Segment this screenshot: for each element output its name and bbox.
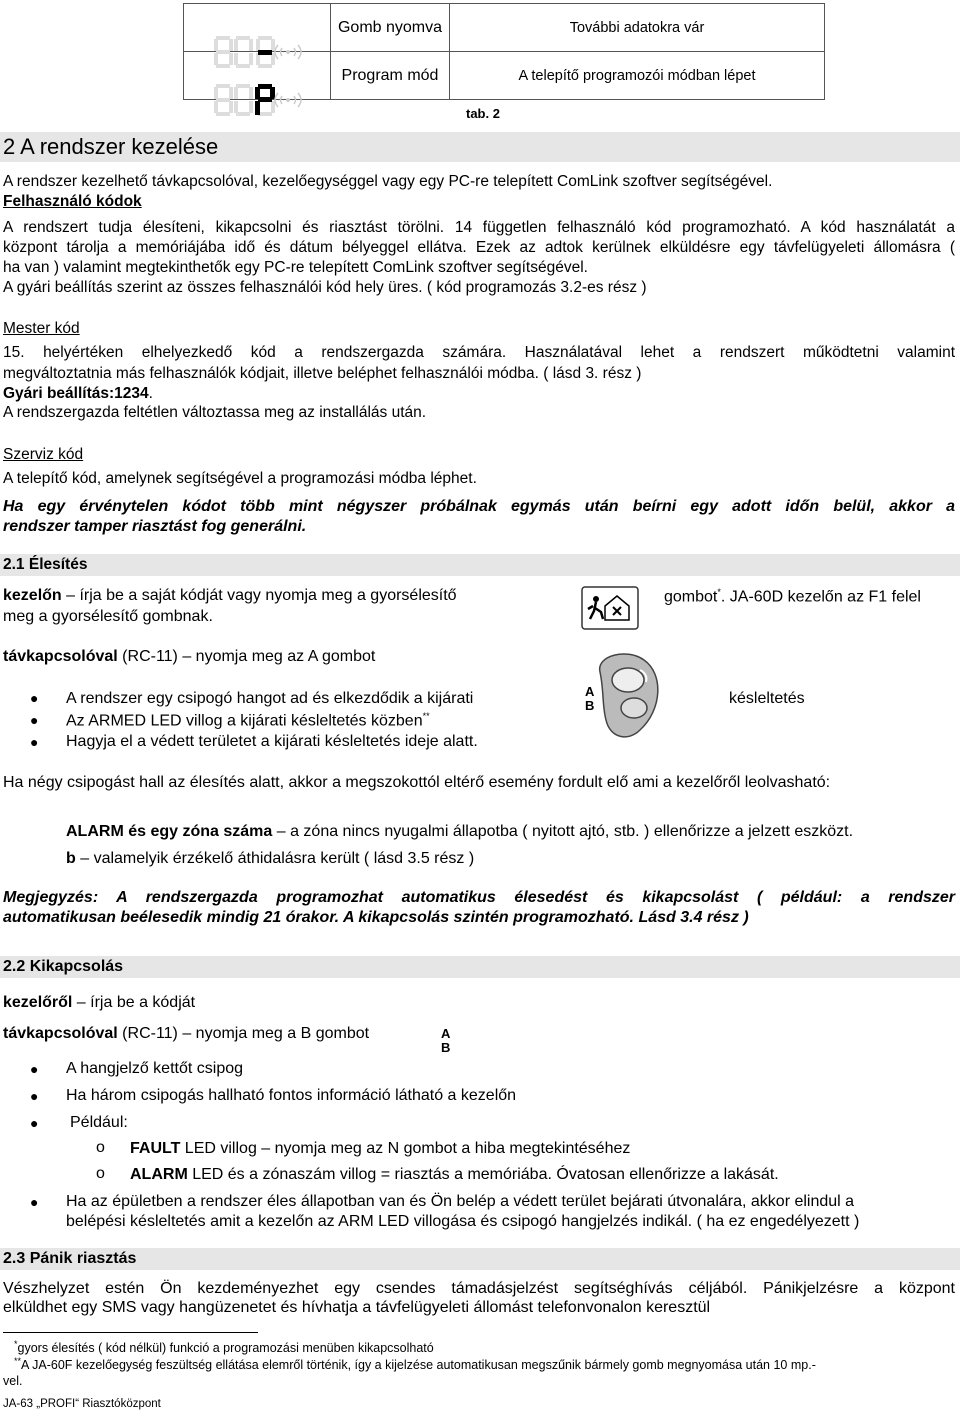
user-codes-p3: ha van ) valamint megtekinthetők egy PC-re telepített ComLink szoftver segítségével. xyxy=(3,259,588,276)
bypass-label: b xyxy=(66,850,76,867)
footnote-text: gyors élesítés ( kód nélkül) funkció a programozási menüben kikapcsolható xyxy=(17,1341,434,1356)
quick-arm-button-icon xyxy=(581,586,639,630)
remote-control-icon xyxy=(588,650,668,750)
panic-title: 2.3 Pánik riasztás xyxy=(3,1250,137,1267)
keypad-text: – írja be a saját kódját vagy nyomja meg a gyorsélesítő xyxy=(61,587,457,604)
fault-line xyxy=(130,1140,630,1158)
page-footer: JA-63 „PROFI“ Riasztóközpont xyxy=(3,1398,161,1410)
bypass-line xyxy=(66,850,474,868)
bullet-icon: ● xyxy=(30,690,39,706)
footnote-mark: ** xyxy=(422,711,430,721)
disarm-keypad-line xyxy=(3,994,195,1012)
footnote-text: A JA-60F kezelőegység feszültség ellátása elemről történik, így a kijelzése automatikusan megszűnik bármely gomb megnyomása után 10 mp.- xyxy=(21,1358,816,1373)
bullet-text: Az ARMED LED villog a kijárati késleltetés közben xyxy=(66,712,423,730)
footnote-mark: * xyxy=(14,1339,18,1349)
master-l1: 15. helyértéken elhelyezkedő kód a rendszergazda számára. Használatával lehet a rendszert működtetni valamint xyxy=(3,344,955,361)
table-label: Gomb nyomva xyxy=(331,4,450,52)
remote-label: távkapcsolóval xyxy=(3,648,118,665)
alarm-text: – a zóna nincs nyugalmi állapotba ( nyitott ajtó, stb. ) ellenőrizze a jelzett eszközt. xyxy=(272,823,854,840)
note-line-2: automatikusan beélesedik mindig 21 órakor. A kikapcsolás szintén programozható. Lásd 3.4 rész ) xyxy=(3,909,749,926)
alarm-line xyxy=(66,823,853,841)
disarm-bullet-4b: belépési késleltetés amit a kezelőn az ARM LED villogása és csipogó hangjelzés indikál. ( ha ez engedélyezett ) xyxy=(66,1213,860,1230)
section-bar xyxy=(0,554,960,576)
table-caption: tab. 2 xyxy=(466,106,500,121)
master-l3 xyxy=(3,385,153,403)
remote-a-label: A xyxy=(441,1026,451,1041)
section-heading: 2 A rendszer kezelése xyxy=(3,134,219,159)
keypad-label: kezelőről xyxy=(3,994,73,1011)
panic-l1: Vészhelyzet estén Ön kezdeményezhet egy csendes támadásjelzést segítséghívás céljából. Pánikjelzésre a központ xyxy=(3,1280,955,1297)
table-label: Program mód xyxy=(331,52,450,100)
footnote-1 xyxy=(14,1339,434,1355)
fault-text: LED villog – nyomja meg az N gombot a hiba megtekintéséhez xyxy=(180,1140,631,1157)
display-cell xyxy=(184,4,331,52)
arming-title: 2.1 Élesítés xyxy=(3,556,88,573)
bullet-icon: ● xyxy=(30,734,39,750)
arming-bullet-1: A rendszer egy csipogó hangot ad és elkezdődik a kijárati xyxy=(66,690,474,707)
user-codes-p4: A gyári beállítás szerint az összes felhasználói kód hely üres. ( kód programozás 3.2-es rész ) xyxy=(3,279,647,296)
disarm-bullet-3: Például: xyxy=(70,1114,128,1131)
master-title: Mester kód xyxy=(3,320,80,337)
arming-keypad-line2: meg a gyorsélesítő gombnak. xyxy=(3,608,213,625)
alarm-memory-line xyxy=(130,1166,779,1184)
panic-l2: elküldhet egy SMS vagy hangüzenetet és hívhatja a távfelügyeleti állomást telefonvonalon keresztül xyxy=(3,1299,711,1316)
table-desc: További adatokra vár xyxy=(450,4,825,52)
master-l4: A rendszergazda feltétlen változtassa meg az installálás után. xyxy=(3,404,427,421)
table-row xyxy=(184,52,825,100)
disarm-title: 2.2 Kikapcsolás xyxy=(3,958,124,975)
section-bar xyxy=(0,956,960,978)
table-row xyxy=(184,4,825,52)
bypass-text: – valamelyik érzékelő áthidalásra került ( lásd 3.5 rész ) xyxy=(75,850,475,867)
disarm-bullet-4: Ha az épületben a rendszer éles állapotban van és Ön belép a védett terület bejárati útvonalára, akkor elindul a xyxy=(66,1193,855,1210)
bullet-icon: ● xyxy=(30,1115,39,1131)
fault-label: FAULT xyxy=(130,1140,181,1157)
bullet-icon: ● xyxy=(30,1061,39,1077)
disarm-remote-line xyxy=(3,1025,369,1043)
service-l1: A telepítő kód, amelynek segítségével a programozási módba léphet. xyxy=(3,470,477,487)
footnote-2b: vel. xyxy=(3,1374,23,1388)
service-title: Szerviz kód xyxy=(3,446,84,463)
segment-display-p-icon xyxy=(184,76,330,123)
section-bar xyxy=(0,1248,960,1270)
table-desc: A telepítő programozói módban lépet xyxy=(450,52,825,100)
bullet-icon: ● xyxy=(30,1194,39,1210)
user-codes-title: Felhasználó kódok xyxy=(3,193,142,210)
circle-bullet-icon: o xyxy=(96,1139,105,1156)
disarm-bullet-1: A hangjelző kettőt csipog xyxy=(66,1060,244,1077)
arming-remote-line xyxy=(3,648,375,666)
user-codes-p2: központ tárolja a memóriájába idő és dátum bélyeggel ellátva. Ezek az adtok kerülnek elküldésre egy távfelügyeleti állomásra ( xyxy=(3,239,955,256)
service-warning-1: Ha egy érvénytelen kódot több mint négyszer próbálnak egymás után beírni egy adott időn belül, akkor a xyxy=(3,498,955,515)
button-word: gombot xyxy=(664,588,718,606)
keypad-f1-text: . JA-60D kezelőn az F1 felel xyxy=(720,588,921,606)
remote-b-label: B xyxy=(585,698,595,713)
bullet-icon: ● xyxy=(30,1088,39,1104)
arming-bullet-1-right: késleltetés xyxy=(729,690,805,707)
footnote-mark: * xyxy=(717,587,721,597)
alarm-label: ALARM és egy zóna száma xyxy=(66,823,273,840)
remote-a-label: A xyxy=(585,684,595,699)
disarm-bullet-2: Ha három csipogás hallható fontos információ látható a kezelőn xyxy=(66,1087,517,1104)
footnote-mark: ** xyxy=(14,1356,22,1366)
remote-text: (RC-11) – nyomja meg a B gombot xyxy=(117,1025,370,1042)
keypad-label: kezelőn xyxy=(3,587,62,604)
bullet-icon: ● xyxy=(30,712,39,728)
remote-b-label: B xyxy=(441,1040,451,1055)
period: . xyxy=(148,385,153,402)
factory-default: Gyári beállítás:1234 xyxy=(3,385,149,402)
note-line-1: Megjegyzés: A rendszergazda programozhat automatikus élesedést és kikapcsolást ( például: a rendszer xyxy=(3,889,955,906)
arming-keypad-right xyxy=(664,587,921,606)
keypad-text: – írja be a kódját xyxy=(72,994,196,1011)
master-l2: megváltoztatnia más felhasználók kódjait, illetve beléphet felhasználói módba. ( lásd 3. rész ) xyxy=(3,365,642,382)
circle-bullet-icon: o xyxy=(96,1165,105,1182)
alarm-label: ALARM xyxy=(130,1166,188,1183)
arming-bullet-2 xyxy=(66,711,430,730)
service-warning-2: rendszer tamper riasztást fog generálni. xyxy=(3,518,307,535)
status-table xyxy=(183,3,825,100)
remote-label: távkapcsolóval xyxy=(3,1025,118,1042)
arming-bullet-3: Hagyja el a védett területet a kijárati késleltetés ideje alatt. xyxy=(66,733,478,750)
remote-text: (RC-11) – nyomja meg az A gombot xyxy=(117,648,376,665)
intro-text: A rendszer kezelhető távkapcsolóval, kezelőegységgel vagy egy PC-re telepített ComLink szoftver segítségével. xyxy=(3,173,773,190)
user-codes-p1: A rendszert tudja élesíteni, kikapcsolni és riasztást törölni. 14 független felhasználó kód programozható. A kód használatát a xyxy=(3,219,955,236)
arming-note: Ha négy csipogást hall az élesítés alatt, akkor a megszokottól eltérő esemény fordult elő ami a kezelőről leolvasható: xyxy=(3,774,831,791)
display-cell xyxy=(184,52,331,100)
alarm-memory-text: LED és a zónaszám villog = riasztás a memóriába. Óvatosan ellenőrizze a lakását. xyxy=(187,1166,779,1183)
footnote-divider xyxy=(3,1332,258,1333)
footnote-2 xyxy=(14,1356,816,1372)
arming-keypad-line xyxy=(3,587,457,605)
